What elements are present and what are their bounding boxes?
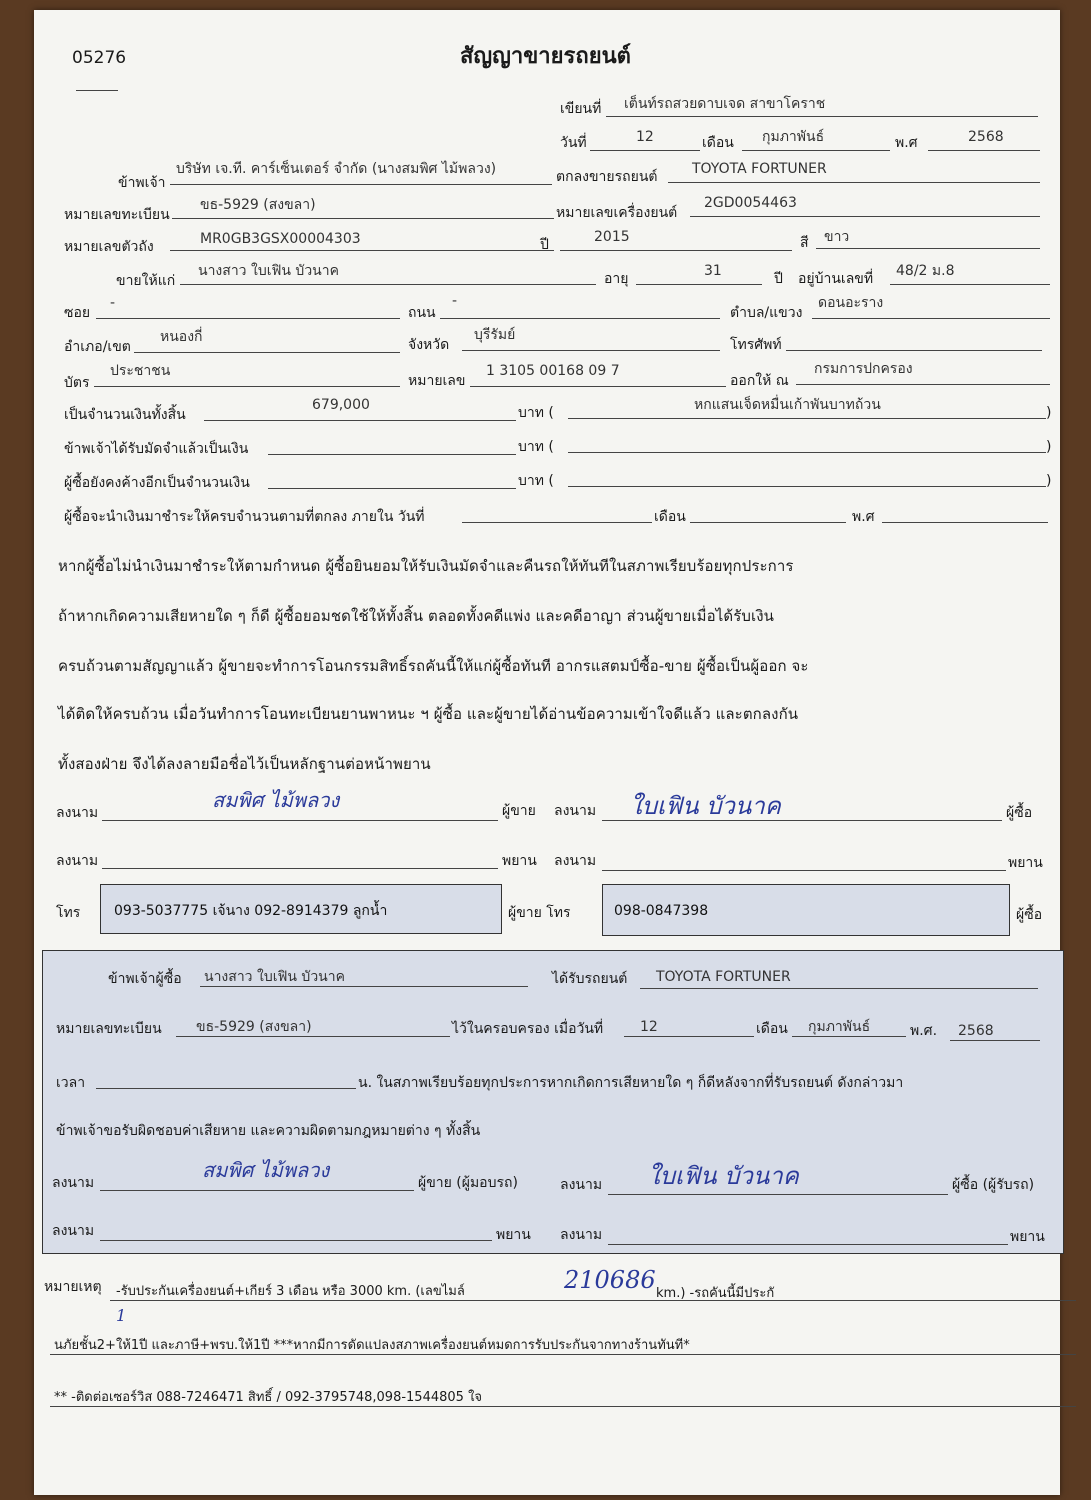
receipt-sign-label-seller: ลงนาม (52, 1175, 95, 1191)
seller-signature: สมพิศ ไม้พลวง (212, 788, 340, 812)
seller-phone-value: 093-5037775 เจ้นาง 092-8914379 ลูกน้ำ (114, 903, 388, 919)
road-line (440, 318, 720, 319)
receipt-time-line (96, 1088, 356, 1089)
notes-line-2-rule (50, 1354, 1076, 1355)
age-line (636, 284, 762, 285)
phone-label: โทรศัพท์ (730, 337, 782, 353)
sell-to-label: ขายให้แก่ (116, 273, 176, 289)
seller-role-label: ผู้ขาย (502, 803, 536, 819)
plate-line (172, 218, 554, 219)
receipt-plate-label: หมายเลขทะเบียน (56, 1021, 162, 1037)
receipt-model-line (640, 988, 1038, 989)
car-model-line (668, 182, 1040, 183)
receipt-buyer-line (200, 986, 528, 987)
subdistrict-line (812, 318, 1050, 319)
age-label: อายุ (604, 271, 629, 287)
receipt-buyer-value: นางสาว ใบเฟิน บัวนาค (204, 969, 345, 985)
notes-line-1-rule (110, 1300, 1076, 1301)
plate-label: หมายเลขทะเบียน (64, 207, 170, 223)
receipt-possess-label: ไว้ในครอบครอง เมื่อวันที่ (452, 1021, 604, 1037)
total-line (204, 420, 516, 421)
receipt-buyer-role: ผู้ซื้อ (ผู้รับรถ) (952, 1177, 1035, 1193)
total-label: เป็นจำนวนเงินทั้งสิ้น (64, 407, 186, 423)
receipt-time-label: เวลา (56, 1075, 86, 1091)
witness-2-line (602, 870, 1006, 871)
witness-2-label: พยาน (1008, 855, 1043, 871)
receipt-model-value: TOYOTA FORTUNER (656, 969, 791, 985)
receipt-day-value: 12 (640, 1019, 658, 1035)
age-value: 31 (704, 263, 722, 279)
month-line (742, 150, 890, 151)
notes-line-1b: km.) -รถคันนี้มีประกั (656, 1286, 775, 1301)
buyer-phone-value: 098-0847398 (614, 903, 709, 919)
province-line (462, 350, 720, 351)
doc-number-underline (76, 90, 118, 91)
month-value: กุมภาพันธ์ (762, 129, 825, 145)
deposit-close-paren: ) (1046, 439, 1052, 455)
receipt-buyer-signature: ใบเฟิน บัวนาค (648, 1162, 799, 1190)
province-value: บุรีรัมย์ (474, 327, 516, 343)
sign-label-seller: ลงนาม (56, 805, 99, 821)
receipt-seller-role: ผู้ขาย (ผู้มอบรถ) (418, 1175, 518, 1191)
id-number-value: 1 3105 00168 09 7 (486, 363, 620, 379)
receipt-year-label: พ.ศ. (910, 1023, 938, 1039)
agree-sell-label: ตกลงขายรถยนต์ (556, 169, 658, 185)
subdistrict-label: ตำบล/แขวง (730, 305, 803, 321)
receipt-month-value: กุมภาพันธ์ (808, 1019, 871, 1035)
deposit-label: ข้าพเจ้าได้รับมัดจำแล้วเป็นเงิน (64, 441, 249, 457)
receipt-sign-label-witness-2: ลงนาม (560, 1227, 603, 1243)
receipt-month-line (792, 1036, 906, 1037)
receipt-day-line (624, 1036, 754, 1037)
chassis-label: หมายเลขตัวถัง (64, 239, 154, 255)
document-number: 05276 (72, 48, 127, 68)
remaining-baht-label: บาท ( (518, 473, 554, 489)
engine-line (690, 216, 1040, 217)
remaining-words-line (568, 486, 1046, 487)
witness-1-label: พยาน (502, 853, 537, 869)
buyer-role-label: ผู้ซื้อ (1006, 805, 1033, 821)
deposit-line (268, 454, 516, 455)
car-year-label: ปี (540, 237, 549, 253)
receipt-condition-2: ข้าพเจ้าขอรับผิดชอบค่าเสียหาย และความผิดตามกฎหมายต่าง ๆ ทั้งสิ้น (56, 1123, 481, 1139)
receipt-box (42, 950, 1064, 1254)
engine-value: 2GD0054463 (704, 195, 797, 211)
seller-value: บริษัท เจ.ที. คาร์เซ็นเตอร์ จำกัด (นางสมพิศ ไม้พลวง) (176, 161, 497, 177)
seller-label: ข้าพเจ้า (118, 175, 166, 191)
deposit-baht-label: บาท ( (518, 439, 554, 455)
year-value: 2568 (968, 129, 1004, 145)
notes-line-1a: -รับประกันเครื่องยนต์+เกียร์ 3 เดือน หรือ 3000 km. (เลขไมล์ (116, 1284, 465, 1299)
issued-at-line (796, 384, 1050, 385)
remaining-close-paren: ) (1046, 473, 1052, 489)
sign-label-buyer: ลงนาม (554, 803, 597, 819)
month-label: เดือน (702, 135, 734, 151)
issued-at-value: กรมการปกครอง (814, 361, 913, 377)
card-line (94, 386, 400, 387)
pay-year-label: พ.ศ (852, 509, 875, 525)
date-label: วันที่ (560, 135, 587, 151)
total-value: 679,000 (312, 397, 370, 413)
receipt-plate-line (176, 1036, 450, 1037)
receipt-plate-value: ขธ-5929 (สงขลา) (196, 1019, 312, 1035)
receipt-buyer-label: ข้าพเจ้าผู้ซื้อ (108, 971, 182, 987)
total-baht-label: บาท ( (518, 405, 554, 421)
car-year-value: 2015 (594, 229, 630, 245)
witness-1-line (102, 868, 498, 869)
car-color-value: ขาว (824, 229, 850, 245)
receipt-witness-1-label: พยาน (496, 1227, 531, 1243)
notes-line-3-rule (50, 1406, 1076, 1407)
soi-value: - (110, 295, 116, 311)
id-number-label: หมายเลข (408, 373, 466, 389)
house-line (890, 284, 1050, 285)
receipt-seller-signature-line (100, 1190, 414, 1191)
pay-year-line (882, 522, 1048, 523)
age-unit: ปี (774, 271, 783, 287)
pay-month-line (690, 522, 846, 523)
card-label: บัตร (64, 375, 90, 391)
buyer-phone-role: ผู้ซื้อ (1016, 907, 1043, 923)
receipt-year-line (950, 1040, 1040, 1041)
seller-signature-line (102, 820, 498, 821)
pay-within-label: ผู้ซื้อจะนำเงินมาชำระให้ครบจำนวนตามที่ตกลง ภายใน วันที่ (64, 509, 425, 525)
correction-mark: 1 (116, 1306, 127, 1325)
district-value: หนองกี่ (160, 329, 203, 345)
pay-month-label: เดือน (654, 509, 686, 525)
receipt-sign-label-buyer: ลงนาม (560, 1177, 603, 1193)
written-at-label: เขียนที่ (560, 101, 602, 117)
car-year-line (560, 250, 792, 251)
plate-value: ขธ-5929 (สงขลา) (200, 197, 316, 213)
province-label: จังหวัด (408, 337, 450, 353)
document-title: สัญญาขายรถยนต์ (460, 44, 631, 69)
issued-at-label: ออกให้ ณ (730, 373, 789, 389)
terms-line-2: ถ้าหากเกิดความเสียหายใด ๆ ก็ดี ผู้ซื้อยอมชดใช้ให้ทั้งสิ้น ตลอดทั้งคดีแพ่ง และคดีอาญา ส่วนผู้ขายเมื่อได้รับเงิน (58, 607, 775, 625)
buyer-name-value: นางสาว ใบเฟิน บัวนาค (198, 263, 339, 279)
receipt-condition-1: น. ในสภาพเรียบร้อยทุกประการหากเกิดการเสียหายใด ๆ ก็ดีหลังจากที่รับรถยนต์ ดังกล่าวมา (358, 1075, 904, 1091)
buyer-signature: ใบเฟิน บัวนาค (630, 792, 781, 820)
notes-label: หมายเหตุ (44, 1279, 102, 1295)
house-label: อยู่บ้านเลขที่ (798, 271, 874, 287)
terms-line-3: ครบถ้วนตามสัญญาแล้ว ผู้ขายจะทำการโอนกรรมสิทธิ์รถคันนี้ให้แก่ผู้ซื้อทันที อากรแสตมป์ซื้อ-ขาย ผู้ซื้อเป็นผู้ออก จะ (58, 657, 809, 675)
year-label: พ.ศ (895, 135, 918, 151)
written-at-value: เต็นท์รถสวยดาบเจด สาขาโคราช (624, 96, 826, 112)
district-label: อำเภอ/เขต (64, 339, 131, 355)
receipt-seller-signature: สมพิศ ไม้พลวง (202, 1158, 330, 1182)
district-line (134, 352, 400, 353)
remaining-label: ผู้ซื้อยังคงค้างอีกเป็นจำนวนเงิน (64, 475, 250, 491)
car-color-label: สี (800, 235, 809, 251)
engine-label: หมายเลขเครื่องยนต์ (556, 205, 678, 221)
remaining-line (268, 488, 516, 489)
card-value: ประชาชน (110, 363, 171, 379)
car-model-value: TOYOTA FORTUNER (692, 161, 827, 177)
pay-day-line (462, 522, 652, 523)
receipt-received-label: ได้รับรถยนต์ (552, 971, 628, 987)
seller-phone-label: ผู้ขาย โทร (508, 905, 571, 921)
phone-line (786, 350, 1042, 351)
terms-line-4: ได้ติดให้ครบถ้วน เมื่อวันทำการโอนทะเบียนยานพาหนะ ฯ ผู้ซื้อ และผู้ขายได้อ่านข้อความเข้าใจดีแล้ว และตกลงกัน (58, 705, 799, 723)
soi-label: ซอย (64, 305, 91, 321)
contact-phone-label: โทร (56, 905, 81, 921)
notes-line-2: นภัยชั้น2+ให้1ปี และภาษี+พรบ.ให้1ปี ***หากมีการดัดแปลงสภาพเครื่องยนต์หมดการรับประกันจากทางร้านทันที* (54, 1338, 690, 1353)
year-line (928, 150, 1040, 151)
total-words-line (568, 418, 1046, 419)
id-number-line (470, 386, 726, 387)
chassis-line (170, 250, 554, 251)
seller-line (170, 184, 552, 185)
terms-line-1: หากผู้ซื้อไม่นำเงินมาชำระให้ตามกำหนด ผู้ซื้อยินยอมให้รับเงินมัดจำและคืนรถให้ทันทีในสภาพเรียบร้อยทุกประการ (58, 557, 794, 575)
receipt-year-value: 2568 (958, 1023, 994, 1039)
road-value: - (452, 293, 458, 309)
sign-label-witness-1: ลงนาม (56, 853, 99, 869)
house-value: 48/2 ม.8 (896, 263, 955, 279)
notes-line-3: ** -ติดต่อเซอร์วิส 088-7246471 สิทธิ์ / 092-3795748,098-1544805 ใจ (54, 1390, 483, 1405)
day-line (590, 150, 700, 151)
soi-line (96, 318, 400, 319)
chassis-value: MR0GB3GSX00004303 (200, 231, 361, 247)
car-color-line (816, 248, 1040, 249)
total-words-value: หกแสนเจ็ดหมื่นเก้าพันบาทถ้วน (694, 397, 881, 413)
terms-line-5: ทั้งสองฝ่าย จึงได้ลงลายมือชื่อไว้เป็นหลักฐานต่อหน้าพยาน (58, 755, 431, 773)
receipt-month-label: เดือน (756, 1021, 788, 1037)
written-at-line (606, 116, 1038, 117)
buyer-name-line (180, 284, 596, 285)
receipt-witness-2-label: พยาน (1010, 1229, 1045, 1245)
deposit-words-line (568, 452, 1046, 453)
receipt-sign-label-witness-1: ลงนาม (52, 1223, 95, 1239)
total-close-paren: ) (1046, 405, 1052, 421)
subdistrict-value: ดอนอะราง (818, 295, 884, 311)
mileage-handwritten: 210686 (564, 1266, 656, 1294)
road-label: ถนน (408, 305, 436, 321)
sign-label-witness-2: ลงนาม (554, 853, 597, 869)
day-value: 12 (636, 129, 654, 145)
receipt-witness-2-line (608, 1244, 1008, 1245)
receipt-witness-1-line (100, 1240, 492, 1241)
